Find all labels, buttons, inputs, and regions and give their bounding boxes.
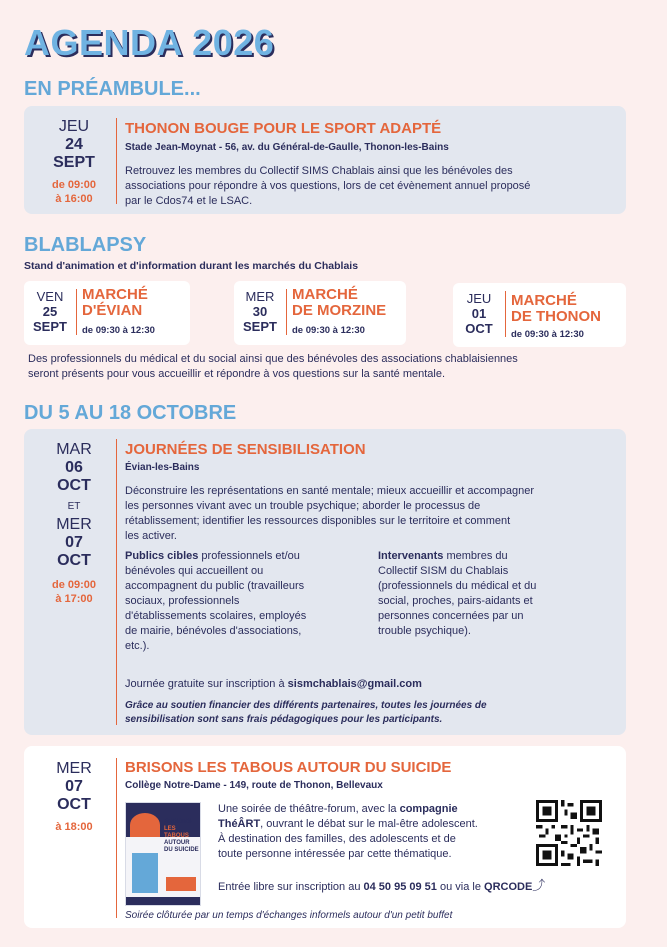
blablapsy-subtitle: Stand d'animation et d'information durant les marchés du Chablais: [24, 260, 359, 272]
qrcode-label: QRCODE: [484, 881, 533, 893]
divider: [505, 291, 506, 337]
inscription-line: Journée gratuite sur inscription à sismchablais@gmail.com: [125, 678, 422, 690]
market-card-evian: [24, 281, 190, 345]
event-card-sport-adapte: [24, 106, 626, 214]
event-day-number: 24: [65, 136, 83, 153]
publics-cibles: Publics cibles professionnels et/ou bénévoles qui accueillent ou accompagnent du public (travailleurs sociaux, professionnels d'établissements scolaires, employés de mairie, bénévoles d'associations, etc.).: [125, 550, 307, 652]
event-place: Collège Notre-Dame - 149, route de Thonon, Bellevaux: [125, 780, 383, 791]
event-date: MER 07 OCT à 18:00: [55, 760, 93, 833]
event-card-sensibilisation: [24, 429, 626, 735]
page-title: AGENDA 2026: [24, 22, 275, 63]
event-description: Déconstruire les représentations en santé mentale; mieux accueillir et accompagner les personnes vivant avec un trouble psychique; aborder le processus de rétablissement; identifier les ressources disponibles sur le territoire et comment les activer.: [125, 485, 535, 542]
market-title: MARCHÉ DE THONON: [511, 292, 601, 325]
market-date: JEU 01 OCT: [465, 291, 493, 336]
market-date: VEN 25 SEPT: [33, 289, 67, 334]
event-footer-note: Soirée clôturée par un temps d'échanges informels autour d'un petit buffet: [125, 910, 453, 921]
market-time: de 09:30 à 12:30: [511, 329, 584, 340]
divider: [286, 289, 287, 335]
phone-number[interactable]: 04 50 95 09 51: [363, 881, 437, 893]
funding-note: Grâce au soutien financier des différents partenaires, toutes les journées de sensibilisation sont sans frais pédagogiques pour les participants.: [125, 700, 487, 725]
event-title: BRISONS LES TABOUS AUTOUR DU SUICIDE: [125, 759, 452, 776]
market-time: de 09:30 à 12:30: [82, 325, 155, 336]
event-description: Une soirée de théâtre-forum, avec la compagnie ThéÂRT, ouvrant le débat sur le mal-être adolescent. À destination des familles, des adolescents et de toute personne intéressée par cette thématique.: [218, 803, 478, 860]
market-date: MER 30 SEPT: [243, 289, 277, 334]
event-card-suicide: [24, 746, 626, 928]
blablapsy-description: Des professionnels du médical et du social ainsi que des bénévoles des associations chablaisiennes seront présents pour vous accueillir et répondre à vos questions sur la santé mentale.: [28, 353, 518, 380]
event-place: Évian-les-Bains: [125, 462, 200, 473]
event-date: [24, 118, 124, 206]
entree-line: Entrée libre sur inscription au 04 50 95 09 51 ou via le QRCODE⤴: [218, 878, 546, 893]
qr-code-icon[interactable]: [536, 800, 602, 866]
event-poster-image: BRISONS LES TABOUS AUTOUR DU SUICIDE: [125, 802, 201, 906]
section-heading-blablapsy: BLABLAPSY: [24, 234, 147, 256]
divider: [116, 758, 117, 918]
intervenants: Intervenants membres du Collectif SISM du Chablais (professionnels du médical et du social, proches, pairs-aidants et personnes concernées par un trouble psychique).: [378, 550, 537, 637]
event-dates: MAR 06 OCT ET MER 07 OCT de 09:00 à 17:00: [51, 441, 97, 605]
market-card-thonon: [453, 283, 626, 347]
event-time-start: de 09:00: [51, 179, 97, 191]
market-card-morzine: [234, 281, 406, 345]
section-heading-preambule: EN PRÉAMBULE...: [24, 78, 201, 100]
divider: [116, 118, 117, 204]
event-month: SEPT: [53, 154, 95, 171]
divider: [76, 289, 77, 335]
event-time-end: à 16:00: [55, 193, 93, 205]
event-description: Retrouvez les membres du Collectif SIMS Chablais ainsi que les bénévoles des associations pour répondre à vos questions, lors de cet évènement annuel proposé par le Cdos74 et le LSAC.: [125, 165, 531, 207]
market-title: MARCHÉ DE MORZINE: [292, 286, 387, 319]
section-heading-octobre: DU 5 AU 18 OCTOBRE: [24, 402, 237, 424]
market-title: MARCHÉ D'ÉVIAN: [82, 286, 148, 319]
event-day: JEU: [58, 118, 90, 135]
event-title: THONON BOUGE POUR LE SPORT ADAPTÉ: [125, 120, 442, 137]
event-place: Stade Jean-Moynat - 56, av. du Général-de-Gaulle, Thonon-les-Bains: [125, 142, 449, 153]
divider: [116, 439, 117, 725]
market-time: de 09:30 à 12:30: [292, 325, 365, 336]
event-title: JOURNÉES DE SENSIBILISATION: [125, 441, 366, 458]
inscription-email[interactable]: sismchablais@gmail.com: [287, 678, 422, 690]
